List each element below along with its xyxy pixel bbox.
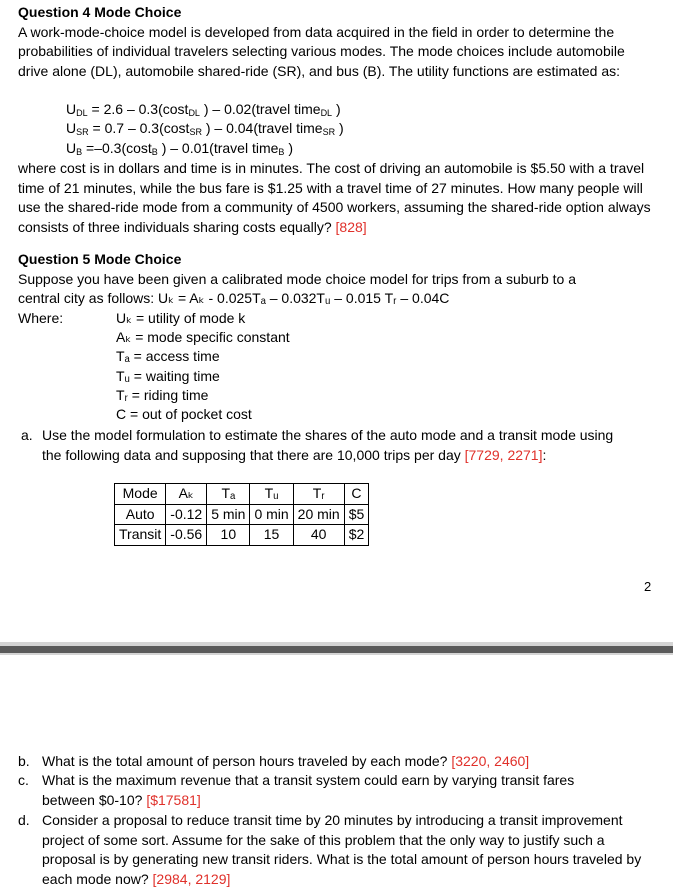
- page-number: 2: [644, 579, 652, 594]
- table-header: Aₖ: [166, 484, 207, 505]
- question-5-model-formula: central city as follows: Uₖ = Aₖ - 0.025Tₐ – 0.032Tᵤ – 0.015 Tᵣ – 0.04C: [18, 290, 450, 306]
- table-cell: $5: [344, 504, 369, 525]
- table-header-row: [115, 484, 369, 505]
- page-break-divider: [0, 642, 673, 655]
- part-c-answer: [$17581]: [146, 791, 201, 808]
- part-b-marker: b.: [18, 753, 30, 769]
- table-cell: 10: [207, 525, 250, 546]
- part-a-marker: a.: [21, 427, 33, 443]
- table-row: [115, 525, 369, 546]
- part-d-answer: [2984, 2129]: [152, 870, 231, 887]
- part-b-answer: [3220, 2460]: [451, 753, 530, 769]
- question-5: [18, 250, 658, 309]
- question-4-title: Question 4 Mode Choice: [18, 4, 182, 20]
- table-cell: $2: [344, 525, 369, 546]
- table-header: Tᵤ: [250, 484, 293, 505]
- part-d-marker: d.: [18, 812, 30, 828]
- question-5-intro-line1: Suppose you have been given a calibrated mode choice model for trips from a suburb to a: [18, 270, 576, 287]
- table-header: Tᵣ: [293, 484, 344, 505]
- part-d-text: Consider a proposal to reduce transit time by 20 minutes by introducing a transit improvement project of some sort. Assume for the sake of this problem that the only way to justify such a proposal is by generating new transit riders. What is the total amount of person hours traveled by each mode now?: [42, 812, 642, 887]
- table-cell: 15: [250, 525, 293, 546]
- question-5-title: Question 5 Mode Choice: [18, 251, 182, 267]
- question-4: [18, 3, 658, 81]
- question-4-answer: [828]: [335, 218, 367, 235]
- where-label: Where:: [18, 310, 64, 326]
- part-c-text: What is the maximum revenue that a transit system could earn by varying transit fares between $0-10?: [42, 772, 575, 808]
- part-b-text: What is the total amount of person hours traveled by each mode?: [42, 753, 448, 769]
- definition-waiting-time: Tᵤ = waiting time: [116, 368, 220, 384]
- table-cell: -0.56: [166, 525, 207, 546]
- table-header: C: [344, 484, 369, 505]
- utility-equation-sr: $U_{SR} = 0.7 - 0.3(\cos t_{SR}$ ) – 0.04(travel time$_{SR}$ ): [66, 120, 344, 137]
- part-c-marker: c.: [18, 772, 29, 788]
- utility-equation-bus: $U_B =-0.3(\cos t_B$ ) – 0.01(travel time$_B$ ): [66, 140, 293, 157]
- part-a-answer: [7729, 2271]: [464, 446, 543, 463]
- utility-equation-dl: $U_{DL} = 2.6 - 0.3(\cos t_{DL}$ ) – 0.02(travel time$_{DL}$ ): [66, 101, 341, 118]
- definition-access-time: Tₐ = access time: [116, 348, 220, 364]
- table-cell: 0 min: [250, 504, 293, 525]
- mode-data-table: [114, 483, 369, 546]
- definition-cost: C = out of pocket cost: [116, 406, 252, 422]
- table-row: [115, 504, 369, 525]
- table-cell: 20 min: [293, 504, 344, 525]
- question-4-body: [18, 159, 658, 237]
- table-cell: 40: [293, 525, 344, 546]
- definition-utility: Uₖ = utility of mode k: [116, 310, 246, 326]
- table-header: Tₐ: [207, 484, 250, 505]
- question-4-intro: A work-mode-choice model is developed from data acquired in the field in order to determine the probabilities of individual travelers selecting various modes. The mode choices include automobile drive alone (DL), automobile shared-ride (SR), and bus (B). The utility functions are estimated as:: [18, 23, 625, 79]
- question-4-text: where cost is in dollars and time is in minutes. The cost of driving an automobile is $5.50 with a travel time of 21 minutes, while the bus fare is $1.25 with a travel time of 27 minutes. How many people will use the shared-ride mode from a community of 4500 workers, assuming the shared-ride option always consists of three individuals sharing costs equally?: [18, 160, 651, 235]
- part-a-text: Use the model formulation to estimate the shares of the auto mode and a transit mode using the following data and supposing that there are 10,000 trips per day: [42, 427, 614, 463]
- table-cell: Transit: [115, 525, 166, 546]
- definition-riding-time: Tᵣ = riding time: [116, 387, 209, 403]
- table-header: Mode: [115, 484, 166, 505]
- table-cell: 5 min: [207, 504, 250, 525]
- table-cell: -0.12: [166, 504, 207, 525]
- definition-constant: Aₖ = mode specific constant: [116, 329, 290, 345]
- table-cell: Auto: [115, 504, 166, 525]
